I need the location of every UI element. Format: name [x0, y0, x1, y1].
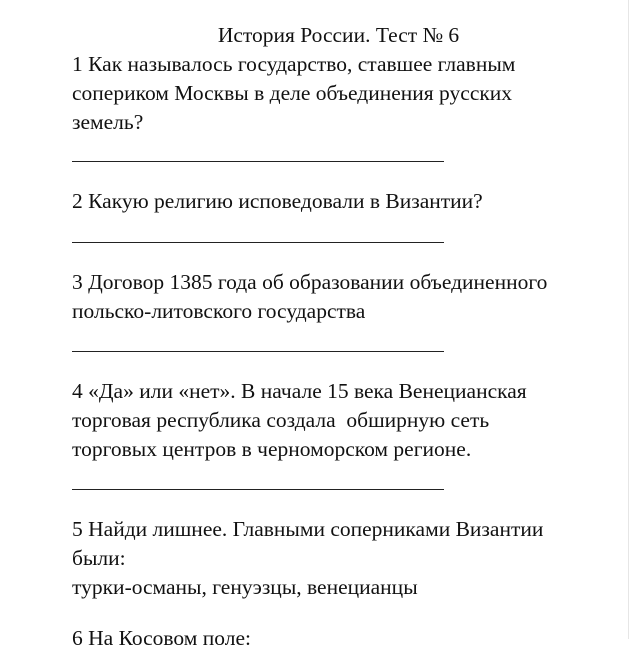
page-edge	[628, 0, 629, 639]
question-2	[72, 187, 617, 216]
question-1-line-1: 1 Как называлось государство, ставшее главным	[72, 52, 516, 76]
question-1-line-3: земель?	[72, 110, 144, 134]
question-1	[72, 50, 617, 137]
question-6-line-1: 6 На Косовом поле:	[72, 626, 251, 650]
question-5-line-1: 5 Найди лишнее. Главными соперниками Византии	[72, 517, 544, 541]
question-5-line-2: были:	[72, 546, 126, 570]
question-3-line-1: 3 Договор 1385 года об образовании объединенного	[72, 270, 548, 294]
question-4-line-2: торговая республика создала обширную сеть	[72, 408, 490, 432]
question-3	[72, 268, 617, 326]
answer-line-4	[72, 489, 444, 490]
question-3-line-2: польско-литовского государства	[72, 299, 366, 323]
question-4-line-1: 4 «Да» или «нет». В начале 15 века Венецианская	[72, 379, 527, 403]
test-title: История России. Тест № 6	[217, 23, 460, 47]
question-4-line-3: торговых центров в черноморском регионе.	[72, 437, 472, 461]
question-1-line-2: сопериком Москвы в деле объединения русских	[72, 81, 513, 105]
question-4	[72, 377, 617, 464]
question-5-line-3: турки-османы, генуэзцы, венецианцы	[72, 575, 418, 599]
answer-line-2	[72, 242, 444, 243]
question-5	[72, 515, 617, 602]
question-2-line-1: 2 Какую религию исповедовали в Византии?	[72, 189, 483, 213]
answer-line-3	[72, 351, 444, 352]
answer-line-1	[72, 161, 444, 162]
